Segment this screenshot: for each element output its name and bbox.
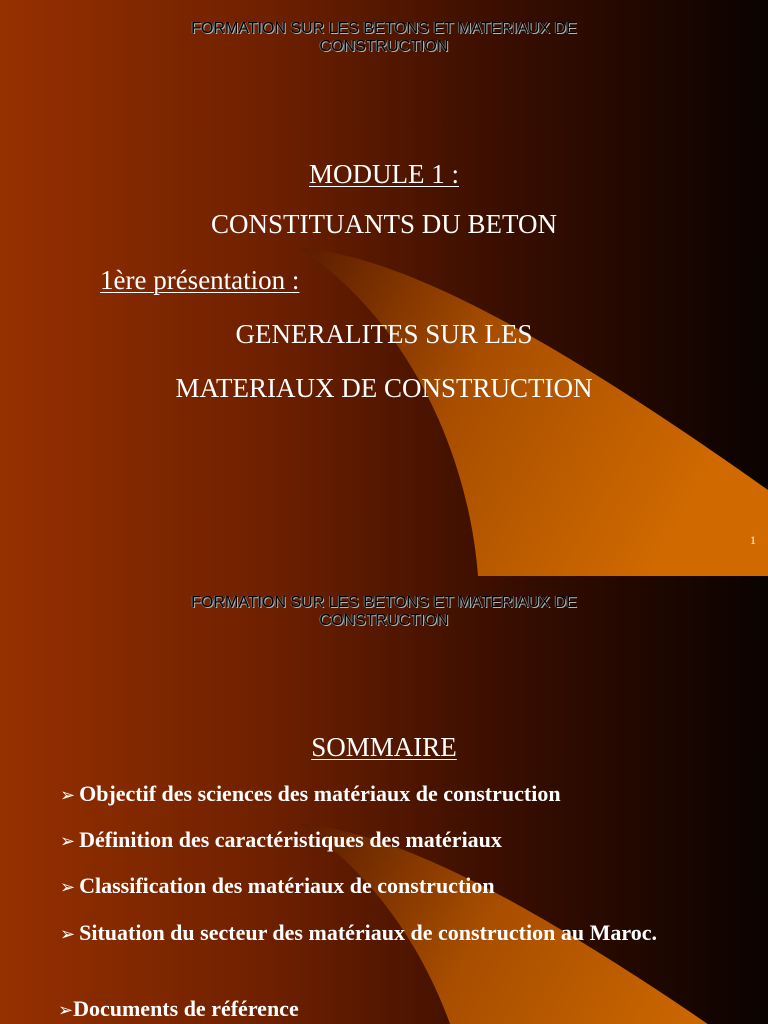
summary-item: ➢ Définition des caractéristiques des matériaux (60, 827, 502, 852)
header-line-1: FORMATION SUR LES BETONS ET MATERIAUX DE (191, 594, 577, 611)
header-line-2: CONSTRUCTION (319, 612, 449, 629)
module-subtitle: CONSTITUANTS DU BETON (210, 209, 557, 239)
summary-item: ➢ Situation du secteur des matériaux de construction au Maroc. (60, 920, 657, 945)
slide-header (0, 20, 768, 56)
presentation-label: 1ère présentation : (100, 265, 300, 295)
summary-item: ➢ Classification des matériaux de construction (60, 873, 495, 898)
arrow-bullet-icon: ➢ (60, 877, 76, 897)
header-line-1: FORMATION SUR LES BETONS ET MATERIAUX DE (191, 20, 577, 37)
arrow-bullet-icon: ➢ (60, 924, 76, 944)
header-line-2: CONSTRUCTION (319, 38, 449, 55)
sommaire-title: SOMMAIRE (311, 732, 457, 762)
slide-2 (0, 576, 768, 1024)
module-label: MODULE 1 : (309, 159, 459, 189)
arrow-bullet-icon: ➢ (58, 1000, 74, 1020)
arrow-bullet-icon: ➢ (60, 785, 76, 805)
summary-item: ➢Documents de référence (58, 996, 299, 1021)
summary-item: ➢ Objectif des sciences des matériaux de construction (60, 781, 561, 806)
presentation-title-line-1: GENERALITES SUR LES (235, 319, 533, 349)
page-number: 1 (750, 533, 756, 547)
presentation-title-line-2: MATERIAUX DE CONSTRUCTION (175, 373, 593, 403)
slide-header (0, 594, 768, 630)
arrow-bullet-icon: ➢ (60, 831, 76, 851)
